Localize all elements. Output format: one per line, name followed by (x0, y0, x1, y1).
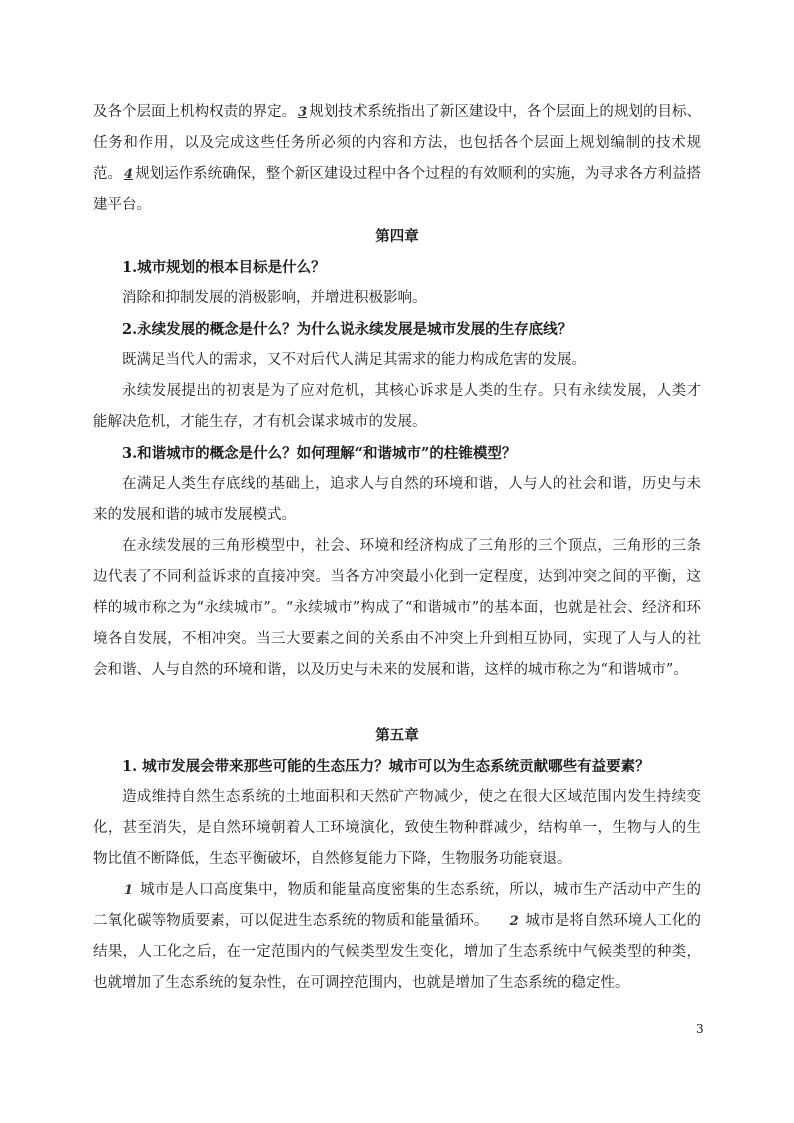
chapter-4-answer-1: 消除和抑制发展的消极影响，并增进积极影响。 (122, 290, 427, 306)
chapter-5-title: 第五章 (375, 727, 419, 744)
chapter-4-answer-2b: 永续发展提出的初衷是为了应对危机，其核心诉求是人类的生存。只有永续发展，人类才能解决危机，才能生存，才有机会谋求城市的发展。 (93, 383, 701, 430)
list-number-3: 3 (298, 105, 308, 120)
chapter-5-answer-2 (93, 875, 701, 999)
chapter-5-answer-1: 造成维持自然生态系统的土地面积和天然矿产物减少，使之在很大区域范围内发生持续变化，甚至消失，是自然环境朝着人工环境演化，致使生物种群减少，结构单一，生物与人的生物比值不断降低，生态平衡破坏，自然修复能力下降，生物服务功能衰退。 (93, 789, 701, 867)
intro-text (93, 97, 701, 221)
list-number-1: 1 (124, 883, 134, 898)
chapter-4-answer-2a: 既满足当代人的需求，又不对后代人满足其需求的能力构成危害的发展。 (122, 352, 586, 368)
chapter-4-section (93, 221, 701, 686)
chapter-5-question-1: 1. 城市发展会带来那些可能的生态压力？城市可以为生态系统贡献哪些有益要素？ (122, 758, 650, 775)
intro-paragraph (93, 97, 701, 221)
list-number-4: 4 (124, 167, 134, 182)
intro-line-2b: 规 (135, 166, 150, 182)
chapter-4-question-2: 2.永续发展的概念是什么？为什么说永续发展是城市发展的生存底线？ (122, 321, 573, 338)
chapter-5-answer-2b: 城市是将自然环境人工化的结果，人工化之后，在一定范围内的气候类型发生变化，增加了生态系统中气候类型的种类，也就增加了生态系统的复杂性，在可调控范围内，也就是增加了生态系统的稳定性。 (93, 913, 702, 991)
list-number-2: 2 (509, 914, 519, 929)
intro-line-3: 划运作系统确保，整个新区建设过程中各个过程的有效顺利的实施，为寻求各方利益搭建平台。 (93, 166, 702, 213)
chapter-4-title: 第四章 (375, 228, 419, 245)
intro-line-2: 务和作用，以及完成这些任务所必须的内容和方法，也包括各个层面上规划编制的技术规范。 (93, 135, 701, 182)
intro-line-1b: 规划技术系统指出了新区建设中，各个层面上的规划的目标、任 (93, 104, 701, 151)
chapter-4-answer-3b: 在永续发展的三角形模型中，社会、环境和经济构成了三角形的三个顶点，三角形的三条边代表了不同利益诉求的直接冲突。当各方冲突最小化到一定程度，达到冲突之间的平衡，这样的城市称之为“永续城市”。“永续城市”构成了“和谐城市”的基本面，也就是社会、经济和环境各自发展，不相冲突。当三大要素之间的关系由不冲突上升到相互协同，实现了人与人的社会和谐、人与自然的环境和谐，以及历史与未来的发展和谐，这样的城市称之为“和谐城市”。 (93, 538, 701, 678)
chapter-5-answer-2a: 城市是人口高度集中，物质和能量高度密集的生态系统，所以，城市生产活动中产生的二氧化碳等物质要素，可以促进生态系统的物质和能量循环。 (93, 882, 702, 929)
chapter-4-question-3: 3.和谐城市的概念是什么？如何理解“和谐城市”的柱锥模型？ (122, 445, 517, 462)
intro-line-1a: 及各个层面上机构权责的界定。 (93, 104, 297, 120)
page-number: 3 (696, 1022, 704, 1036)
chapter-5-section (93, 720, 701, 999)
chapter-4-question-1: 1.城市规划的根本目标是什么？ (122, 259, 326, 276)
chapter-4-answer-3a: 在满足人类生存底线的基础上，追求人与自然的环境和谐，人与人的社会和谐，历史与未来的发展和谐的城市发展模式。 (93, 476, 701, 523)
